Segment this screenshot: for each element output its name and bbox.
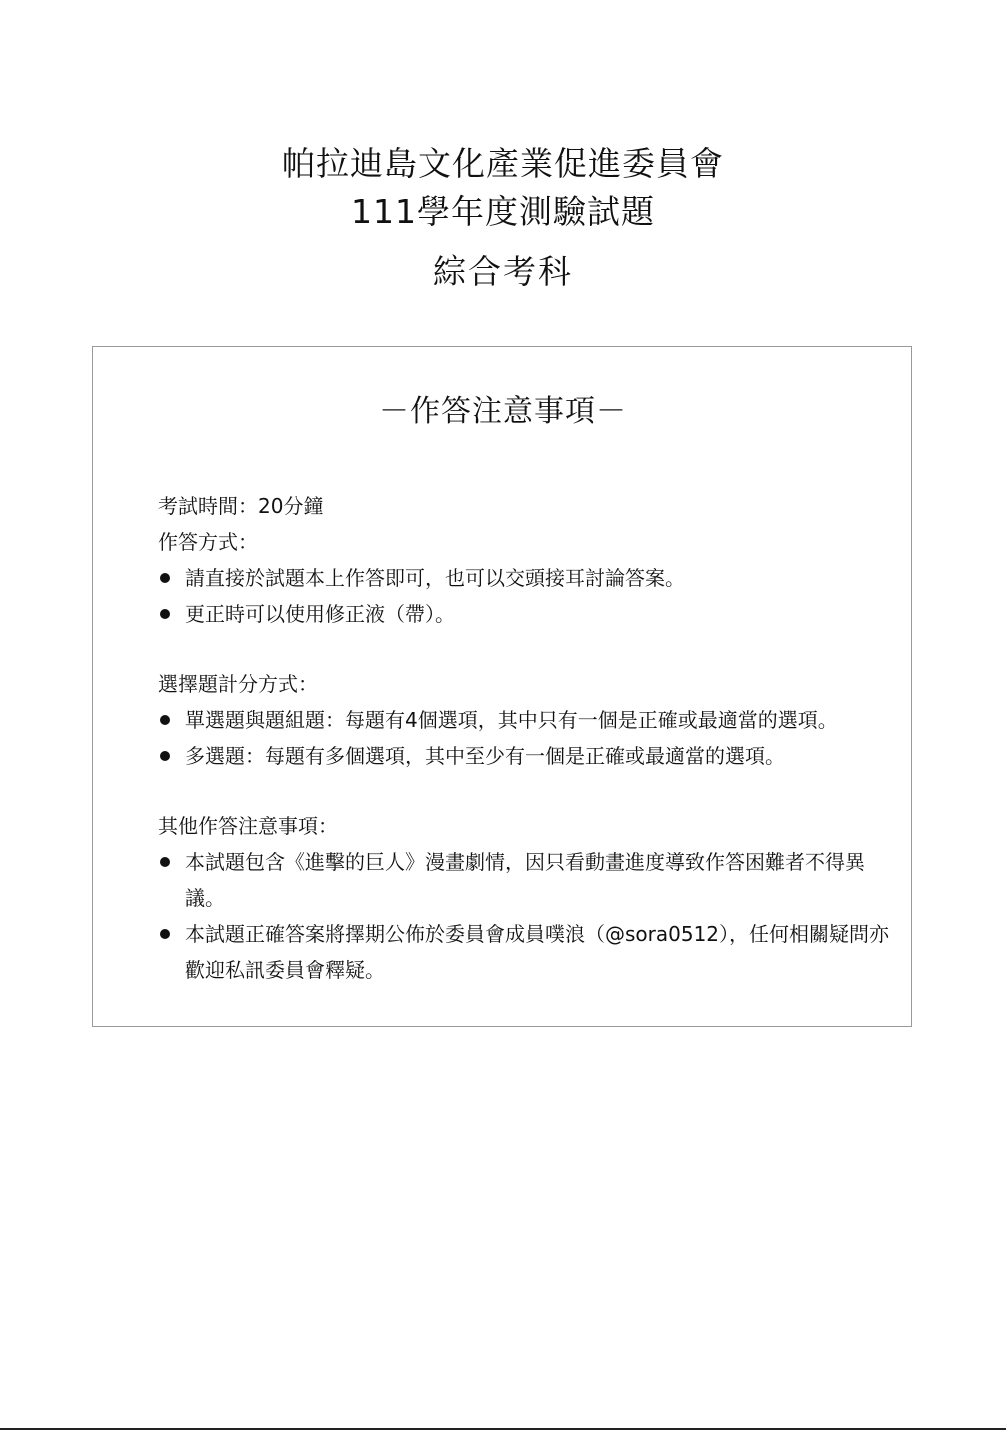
subject-title: 綜合考科 [433, 252, 573, 291]
list-item-text: 更正時可以使用修正液（帶）。 [185, 602, 455, 626]
list-item [158, 702, 898, 738]
list-item-text: 單選題與題組題：每題有4個選項，其中只有一個是正確或最適當的選項。 [185, 708, 838, 732]
list-item [158, 844, 898, 916]
exam-title: 111學年度測驗試題 [351, 192, 655, 231]
answer-method-list [158, 560, 898, 632]
scoring-list [158, 702, 898, 774]
bullet-icon [160, 929, 170, 939]
notice-body [158, 488, 898, 988]
list-item [158, 916, 898, 988]
bullet-icon [160, 715, 170, 725]
list-item-text: 請直接於試題本上作答即可，也可以交頭接耳討論答案。 [185, 566, 685, 590]
other-notes-label: 其他作答注意事項： [158, 814, 338, 838]
org-title: 帕拉迪島文化產業促進委員會 [282, 144, 724, 183]
bullet-icon [160, 609, 170, 619]
list-item [158, 596, 898, 632]
list-item [158, 560, 898, 596]
page-header [0, 140, 1006, 296]
list-item-text: 本試題正確答案將擇期公佈於委員會成員噗浪（@sora0512），任何相關疑問亦歡迎私訊委員會釋疑。 [185, 922, 890, 982]
list-item [158, 738, 898, 774]
bullet-icon [160, 573, 170, 583]
list-item-text: 本試題包含《進擊的巨人》漫畫劇情，因只看動畫進度導致作答困難者不得異議。 [185, 850, 865, 910]
page-bottom-rule [0, 1428, 1006, 1430]
bullet-icon [160, 857, 170, 867]
spacer [158, 632, 898, 666]
list-item-text: 多選題：每題有多個選項，其中至少有一個是正確或最適當的選項。 [185, 744, 785, 768]
notice-heading: －作答注意事項－ [379, 394, 627, 429]
bullet-icon [160, 751, 170, 761]
scoring-label: 選擇題計分方式： [158, 672, 318, 696]
other-notes-list [158, 844, 898, 988]
exam-time: 考試時間：20分鐘 [158, 494, 324, 518]
spacer [158, 774, 898, 808]
answer-method-label: 作答方式： [158, 530, 258, 554]
